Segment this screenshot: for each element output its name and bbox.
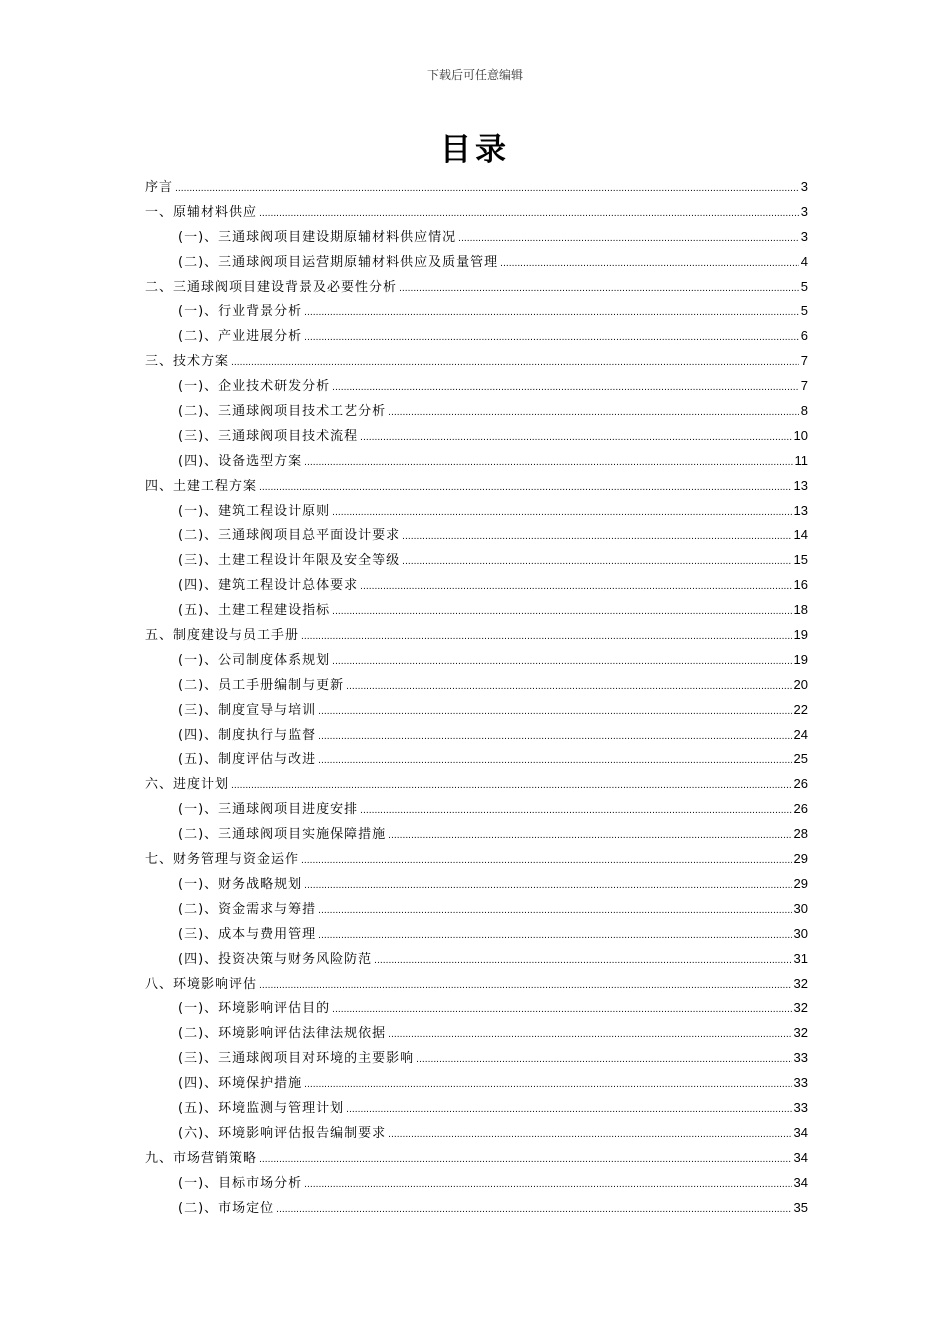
toc-leader-dots [318,725,791,750]
toc-entry-title: 八、环境影响评估 [145,976,258,992]
toc-entry[interactable] [145,996,808,1021]
toc-entry-page: 33 [793,1050,808,1066]
toc-leader-dots [332,376,799,401]
toc-entry-page: 22 [793,701,808,717]
table-of-contents [145,175,808,1220]
toc-entry-page: 7 [800,378,808,394]
toc-entry[interactable] [145,225,808,250]
toc-leader-dots [304,1173,791,1198]
toc-entry[interactable] [145,399,808,424]
toc-leader-dots [360,799,791,824]
toc-entry-title: 三、技术方案 [145,354,230,370]
toc-entry-title: (六)、环境影响评估报告编制要求 [178,1125,387,1141]
toc-entry[interactable] [145,349,808,374]
toc-leader-dots [259,974,792,999]
toc-leader-dots [276,1198,791,1223]
toc-entry[interactable] [145,1146,808,1171]
toc-entry[interactable] [145,424,808,449]
toc-leader-dots [346,675,791,700]
toc-leader-dots [301,625,792,650]
toc-entry-page: 31 [793,950,808,966]
toc-entry-title: 序言 [145,180,174,195]
toc-entry[interactable] [145,1171,808,1196]
toc-entry-title: (三)、三通球阀项目对环境的主要影响 [178,1051,415,1067]
toc-entry-title: (一)、行业背景分析 [178,304,303,320]
toc-entry[interactable] [145,275,808,300]
toc-leader-dots [304,451,792,476]
toc-entry-page: 20 [793,676,808,692]
toc-entry[interactable] [145,698,808,723]
toc-entry[interactable] [145,299,808,324]
toc-entry-title: (二)、三通球阀项目技术工艺分析 [178,404,387,420]
toc-entry[interactable] [145,573,808,598]
toc-entry-page: 7 [800,353,808,369]
toc-leader-dots [388,1123,791,1148]
toc-leader-dots [318,924,791,949]
toc-entry-page: 29 [793,851,808,867]
toc-entry-page: 24 [793,726,808,742]
toc-entry-title: (二)、环境影响评估法律法规依据 [178,1026,387,1042]
toc-entry-page: 25 [793,751,808,767]
toc-leader-dots [332,600,791,625]
toc-entry-title: 六、进度计划 [145,777,230,793]
toc-entry-title: (五)、制度评估与改进 [178,752,317,768]
toc-leader-dots [301,849,792,874]
toc-leader-dots [318,700,791,725]
toc-entry-title: 一、原辅材料供应 [145,204,258,220]
toc-entry-title: (一)、企业技术研发分析 [178,379,331,395]
toc-leader-dots [360,575,791,600]
toc-entry[interactable] [145,872,808,897]
toc-entry-title: (二)、三通球阀项目运营期原辅材料供应及质量管理 [178,254,499,270]
toc-entry-page: 26 [793,776,808,792]
toc-leader-dots [332,998,791,1023]
toc-entry-page: 29 [793,875,808,891]
toc-leader-dots [458,227,799,252]
toc-leader-dots [304,874,791,899]
toc-entry[interactable] [145,598,808,623]
toc-entry[interactable] [145,747,808,772]
toc-entry[interactable] [145,175,808,200]
toc-entry[interactable] [145,822,808,847]
toc-entry[interactable] [145,1121,808,1146]
toc-entry-page: 11 [794,452,808,468]
toc-leader-dots [374,949,791,974]
toc-entry-page: 32 [793,1025,808,1041]
toc-leader-dots [346,1098,791,1123]
toc-entry-page: 30 [793,900,808,916]
toc-leader-dots [304,1073,791,1098]
page-title: 目录 [440,132,510,168]
toc-entry[interactable] [145,947,808,972]
toc-entry-title: (二)、资金需求与筹措 [178,901,317,917]
toc-entry-page: 8 [800,403,808,419]
header-note: 下载后可任意编辑 [426,68,523,82]
toc-entry-page: 19 [793,651,808,667]
toc-leader-dots [304,326,799,351]
toc-leader-dots [175,177,799,202]
toc-entry-title: (四)、设备选型方案 [178,453,303,469]
toc-entry-page: 13 [793,502,808,518]
toc-entry-page: 34 [793,1174,808,1190]
toc-entry[interactable] [145,374,808,399]
toc-entry-title: (二)、三通球阀项目实施保障措施 [178,827,387,843]
toc-entry-page: 34 [793,1124,808,1140]
toc-entry-title: (一)、建筑工程设计原则 [178,503,331,519]
toc-entry[interactable] [145,1196,808,1221]
toc-leader-dots [388,401,799,426]
toc-entry-title: 九、市场营销策略 [145,1150,258,1166]
toc-entry-page: 4 [800,253,808,269]
toc-entry-page: 28 [793,826,808,842]
toc-leader-dots [416,1048,791,1073]
toc-leader-dots [399,277,799,302]
toc-entry-page: 30 [793,925,808,941]
toc-entry-page: 10 [793,427,808,443]
toc-entry-title: (一)、三通球阀项目建设期原辅材料供应情况 [178,229,457,245]
toc-entry-page: 32 [793,1000,808,1016]
toc-entry-title: (三)、成本与费用管理 [178,926,317,942]
toc-entry[interactable] [145,648,808,673]
toc-entry[interactable] [145,523,808,548]
toc-entry[interactable] [145,772,808,797]
toc-entry-page: 35 [793,1199,808,1215]
toc-leader-dots [332,650,791,675]
toc-entry[interactable] [145,548,808,573]
toc-entry-page: 6 [800,328,808,344]
toc-leader-dots [304,301,799,326]
toc-entry-title: (四)、环境保护措施 [178,1076,303,1092]
toc-entry-title: (二)、市场定位 [178,1200,275,1216]
toc-leader-dots [360,426,791,451]
toc-entry[interactable] [145,723,808,748]
toc-entry-page: 13 [793,477,808,493]
toc-entry-title: 四、土建工程方案 [145,478,258,494]
toc-entry-title: 五、制度建设与员工手册 [145,628,300,644]
toc-entry-title: (二)、三通球阀项目总平面设计要求 [178,528,401,544]
toc-entry-page: 3 [800,203,808,219]
toc-entry[interactable] [145,797,808,822]
toc-entry[interactable] [145,673,808,698]
toc-entry-page: 33 [793,1099,808,1115]
toc-leader-dots [259,202,799,227]
toc-entry-title: (一)、三通球阀项目进度安排 [178,802,359,818]
toc-entry-page: 19 [793,627,808,643]
toc-entry-title: (二)、员工手册编制与更新 [178,677,345,693]
toc-entry-title: (二)、产业进展分析 [178,329,303,345]
toc-entry-title: (一)、环境影响评估目的 [178,1001,331,1017]
toc-leader-dots [259,1148,792,1173]
toc-entry[interactable] [145,449,808,474]
toc-entry-page: 18 [793,602,808,618]
toc-entry-title: (五)、土建工程建设指标 [178,603,331,619]
toc-entry-title: 二、三通球阀项目建设背景及必要性分析 [145,279,398,295]
toc-entry[interactable] [145,324,808,349]
toc-entry-title: (五)、环境监测与管理计划 [178,1100,345,1116]
toc-entry[interactable] [145,1096,808,1121]
toc-entry-page: 5 [800,278,808,294]
toc-entry[interactable] [145,499,808,524]
toc-entry-title: (一)、目标市场分析 [178,1175,303,1191]
toc-entry-title: (四)、投资决策与财务风险防范 [178,951,373,967]
toc-entry-title: (四)、建筑工程设计总体要求 [178,578,359,594]
toc-entry-title: 七、财务管理与资金运作 [145,852,300,868]
toc-leader-dots [231,351,799,376]
toc-leader-dots [318,899,791,924]
toc-entry[interactable] [145,847,808,872]
toc-entry-title: (四)、制度执行与监督 [178,727,317,743]
toc-entry-page: 5 [800,303,808,319]
toc-entry-page: 26 [793,801,808,817]
toc-entry-page: 3 [800,228,808,244]
toc-entry-title: (三)、土建工程设计年限及安全等级 [178,553,401,569]
toc-entry-title: (一)、财务战略规划 [178,876,303,892]
toc-entry[interactable] [145,200,808,225]
toc-entry[interactable] [145,250,808,275]
toc-entry-page: 33 [793,1075,808,1091]
toc-entry-page: 14 [793,527,808,543]
toc-entry[interactable] [145,922,808,947]
toc-entry[interactable] [145,972,808,997]
toc-entry-page: 32 [793,975,808,991]
toc-entry-title: (三)、三通球阀项目技术流程 [178,428,359,444]
toc-entry-title: (三)、制度宣导与培训 [178,702,317,718]
toc-leader-dots [388,1023,791,1048]
toc-leader-dots [318,749,791,774]
toc-entry[interactable] [145,1021,808,1046]
toc-entry-page: 3 [800,179,808,194]
toc-entry[interactable] [145,897,808,922]
toc-leader-dots [388,824,791,849]
toc-leader-dots [332,501,791,526]
toc-entry-title: (一)、公司制度体系规划 [178,652,331,668]
toc-entry-page: 15 [793,552,808,568]
toc-entry[interactable] [145,474,808,499]
toc-entry-page: 34 [793,1149,808,1165]
toc-leader-dots [402,525,791,550]
toc-leader-dots [259,476,792,501]
toc-leader-dots [402,550,791,575]
toc-leader-dots [500,252,799,277]
toc-entry[interactable] [145,1071,808,1096]
toc-entry[interactable] [145,1046,808,1071]
toc-entry[interactable] [145,623,808,648]
toc-entry-page: 16 [793,577,808,593]
toc-leader-dots [231,774,792,799]
